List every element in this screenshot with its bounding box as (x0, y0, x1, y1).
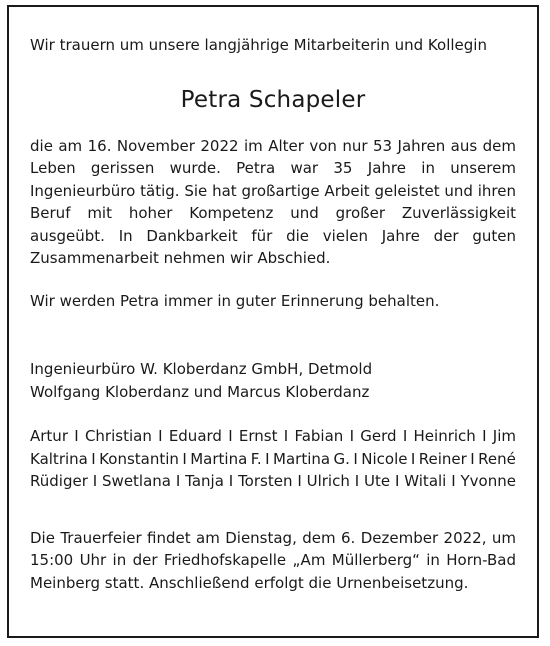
colleague-name: Reiner (418, 449, 467, 468)
name-separator: I (283, 427, 289, 445)
company-name: Ingenieurbüro W. Kloberdanz GmbH, Detmold (30, 360, 373, 378)
colleague-name: G. (333, 449, 350, 468)
colleague-name: Rüdiger (30, 472, 88, 490)
name-separator: I (228, 472, 234, 490)
obituary-notice (30, 34, 516, 594)
colleague-name: Ulrich (306, 472, 350, 490)
colleague-name: Heinrich (413, 427, 476, 445)
colleague-name: Tanja (185, 472, 224, 490)
name-separator: I (175, 472, 181, 490)
colleague-name: Eduard (168, 427, 222, 445)
colleague-name: Martina (273, 449, 331, 468)
name-separator: I (265, 449, 270, 468)
name-separator: I (410, 449, 416, 468)
deceased-name: Petra Schapeler (180, 86, 366, 113)
name-separator: I (182, 449, 187, 468)
colleague-row (30, 470, 516, 493)
name-separator: I (451, 472, 456, 490)
colleague-name: Martina (190, 449, 248, 468)
tribute-paragraph: die am 16. November 2022 im Alter von nur 53 Jahren aus dem Leben gerissen wurde. Petra war 35 Jahre in unserem Ingenieurbüro tätig. Sie hat großartige Arbeit geleistet und ihren Beruf mit hoher Kompetenz und großer Zuverlässigkeit ausgeübt. In Dankbarkeit für die vielen Jahre der guten Zusammenarbeit nehmen wir Abschied. (30, 136, 516, 267)
signers-block (30, 358, 516, 403)
colleague-name: Yvonne (460, 472, 516, 490)
name-separator: I (91, 449, 96, 468)
name-separator: I (354, 472, 360, 490)
colleague-name: Torsten (238, 472, 293, 490)
colleague-name: Witali (404, 472, 447, 490)
name-separator: I (470, 449, 475, 468)
colleague-name: Nicole (361, 449, 408, 468)
memory-line: Wir werden Petra immer in guter Erinnerung behalten. (30, 291, 440, 310)
owner-names: Wolfgang Kloberdanz und Marcus Kloberdanz (30, 382, 370, 401)
name-separator: I (158, 427, 163, 445)
intro-line: Wir trauern um unsere langjährige Mitarbeiterin und Kollegin (30, 36, 487, 54)
colleague-name: Christian (84, 427, 152, 445)
colleague-name: Ernst (238, 427, 278, 445)
name-separator: I (92, 472, 98, 490)
colleague-name: René (478, 449, 516, 468)
colleague-row (30, 425, 516, 448)
colleague-names (30, 425, 516, 493)
colleague-name: Fabian (294, 427, 344, 445)
name-separator: I (394, 472, 400, 490)
name-separator: I (353, 449, 358, 468)
colleague-name: Jim (492, 427, 516, 445)
colleague-name: Artur (30, 427, 68, 445)
funeral-info: Die Trauerfeier findet am Dienstag, dem 6. Dezember 2022, um 15:00 Uhr in der Friedhofskapelle „Am Müllerberg“ in Horn-Bad Meinberg statt. Anschließend erfolgt die Urnenbeisetzung. (30, 528, 516, 592)
colleague-row (30, 448, 516, 471)
name-separator: I (297, 472, 302, 490)
name-separator: I (74, 427, 79, 445)
name-separator: I (349, 427, 355, 445)
colleague-name: Ute (364, 472, 391, 490)
colleague-name: Konstantin (99, 449, 179, 468)
name-separator: I (228, 427, 233, 445)
colleague-name: Kaltrina (30, 449, 88, 468)
name-separator: I (402, 427, 408, 445)
colleague-name: Swetlana (102, 472, 171, 490)
colleague-name: F. (250, 449, 262, 468)
name-separator: I (482, 427, 487, 445)
colleague-name: Gerd (360, 427, 397, 445)
